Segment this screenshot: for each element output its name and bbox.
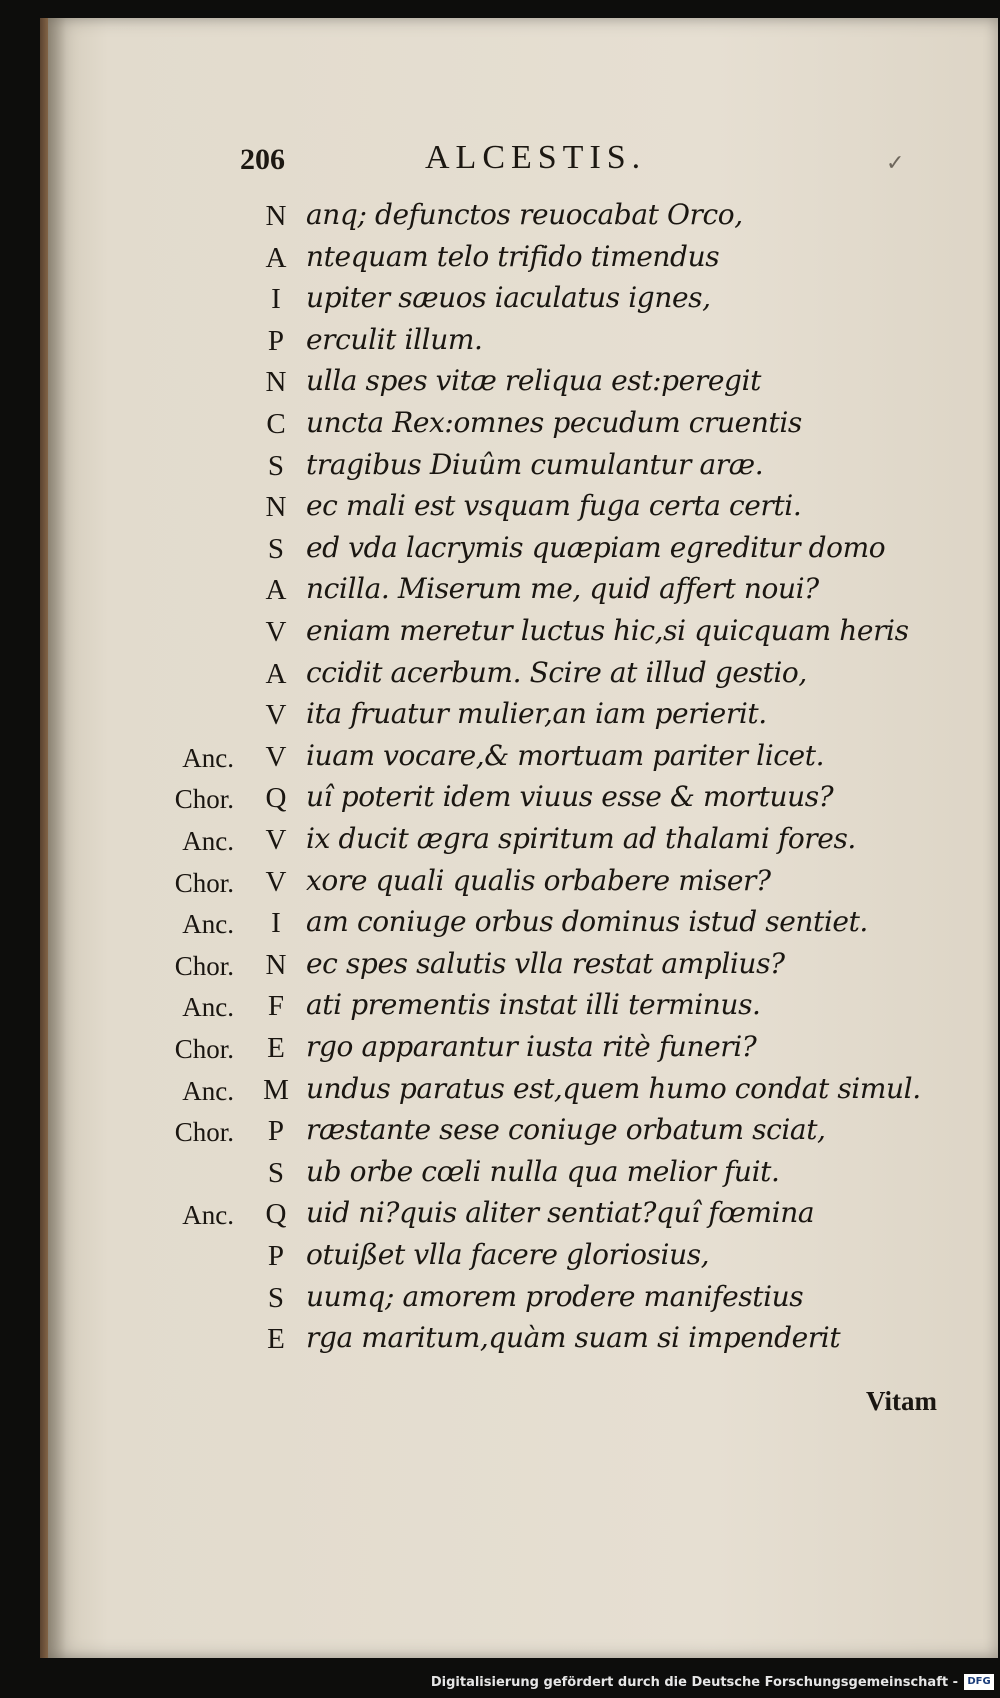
verse-line: [0, 1196, 1000, 1236]
speaker-label: Chor.: [174, 784, 234, 815]
speaker-label: Chor.: [174, 1034, 234, 1064]
verse-text: ub orbe cœli nulla qua melior fuit.: [306, 1154, 780, 1188]
acrostic-initial: I: [271, 907, 281, 940]
verse-text: uncta Rex:omnes pecudum cruentis: [306, 406, 802, 439]
verse-text: undus paratus est,quem humo condat simul.: [306, 1071, 921, 1105]
acrostic-initial: A: [265, 241, 287, 274]
acrostic-initial: V: [265, 824, 287, 856]
speaker-label: Anc.: [182, 1200, 234, 1231]
page-header: [0, 135, 1000, 185]
speaker-label: Anc.: [182, 826, 234, 856]
verse-text: ræstante sese coniuge orbatum sciat,: [306, 1113, 826, 1147]
acrostic-initial: E: [267, 1032, 285, 1064]
verse-text: ita fruatur mulier,an iam perierit.: [306, 697, 767, 731]
verse-text: uumq; amorem prodere manifestius: [306, 1279, 804, 1313]
verse-line: [0, 1072, 1000, 1112]
verse-text: ati prementis instat illi terminus.: [306, 988, 761, 1022]
verse-text: iuam vocare,& mortuam pariter licet.: [306, 738, 825, 772]
verse-line: [0, 822, 1000, 862]
verse-text: eniam meretur luctus hic,si quicquam heris: [306, 614, 909, 647]
speaker-label: Anc.: [182, 742, 234, 773]
verse-line: [0, 614, 1000, 654]
acrostic-initial: I: [271, 283, 281, 316]
verse-text: ulla spes vitæ reliqua est:peregit: [306, 364, 761, 398]
verse-text: ccidit acerbum. Scire at illud gestio,: [306, 655, 807, 689]
verse-text: xore quali qualis orbabere miser?: [306, 863, 771, 897]
acrostic-initial: Q: [265, 782, 287, 815]
bleed-through-mark: ✓: [886, 150, 905, 175]
acrostic-initial: V: [265, 616, 287, 648]
footer-credit: Digitalisierung gefördert durch die Deutsche Forschungsgemeinschaft -: [430, 1675, 958, 1690]
verse-line: [0, 780, 1000, 820]
digitization-footer: [0, 1666, 1000, 1698]
acrostic-initial: A: [265, 574, 287, 607]
acrostic-initial: C: [266, 408, 286, 440]
running-title: ALCESTIS.: [425, 139, 647, 176]
speaker-label: Chor.: [174, 950, 234, 981]
acrostic-initial: M: [263, 1073, 289, 1106]
verse-text: uid ni?quis aliter sentiat?quî fœmina: [306, 1196, 815, 1230]
verse-line: [0, 1238, 1000, 1278]
acrostic-initial: N: [265, 948, 287, 981]
verse-text: tragibus Diuûm cumulantur aræ.: [306, 447, 764, 481]
acrostic-initial: F: [267, 990, 285, 1023]
verse-line: [0, 572, 1000, 612]
speaker-label: Anc.: [182, 1075, 234, 1106]
acrostic-initial: Q: [265, 1198, 287, 1231]
verse-text: erculit illum.: [306, 322, 483, 356]
verse-text: otuißet vlla facere gloriosius,: [306, 1238, 710, 1271]
verse-line: [0, 198, 1000, 238]
verse-line: [0, 988, 1000, 1028]
verse-text: ntequam telo trifido timendus: [306, 239, 720, 273]
acrostic-initial: V: [265, 865, 287, 898]
acrostic-initial: S: [267, 1156, 285, 1189]
verse-line: [0, 697, 1000, 737]
verse-line: [0, 323, 1000, 363]
verse-line: [0, 1155, 1000, 1195]
verse-line: [0, 656, 1000, 696]
verse-text: uî poterit idem viuus esse & mortuus?: [306, 780, 834, 814]
verse-text: ix ducit ægra spiritum ad thalami fores.: [306, 822, 856, 855]
verse-text: rgo apparantur iusta ritè funeri?: [306, 1030, 757, 1063]
speaker-label: Anc.: [182, 909, 234, 940]
acrostic-initial: V: [265, 699, 287, 732]
verse-line: [0, 448, 1000, 488]
verse-text: am coniuge orbus dominus istud sentiet.: [306, 905, 868, 939]
verse-line: [0, 531, 1000, 571]
verse-text: ed vda lacrymis quæpiam egreditur domo: [306, 530, 886, 564]
acrostic-initial: S: [267, 449, 285, 482]
speaker-label: Chor.: [174, 867, 234, 898]
acrostic-initial: A: [265, 657, 287, 690]
verse-line: [0, 364, 1000, 404]
dfg-logo: DFG: [964, 1674, 994, 1690]
verse-line: [0, 1030, 1000, 1070]
acrostic-initial: N: [265, 200, 287, 232]
acrostic-initial: P: [267, 324, 285, 357]
acrostic-initial: N: [265, 366, 287, 399]
verse-line: [0, 1321, 1000, 1361]
verse-line: [0, 947, 1000, 987]
acrostic-initial: E: [267, 1323, 285, 1356]
acrostic-initial: V: [265, 740, 287, 773]
verse-text: rga maritum,quàm suam si impenderit: [306, 1321, 841, 1355]
verse-text: ec spes salutis vlla restat amplius?: [306, 946, 785, 980]
page-number: 206: [240, 143, 285, 176]
acrostic-initial: P: [267, 1115, 285, 1148]
verse-line: [0, 240, 1000, 280]
acrostic-initial: P: [267, 1240, 285, 1272]
verse-text: upiter sæuos iaculatus ignes,: [306, 281, 711, 315]
acrostic-initial: N: [265, 491, 287, 524]
catchword: Vitam: [866, 1386, 937, 1416]
speaker-label: Chor.: [174, 1117, 234, 1148]
verse-line: [0, 905, 1000, 945]
speaker-label: Anc.: [182, 992, 234, 1023]
verse-line: [0, 1113, 1000, 1153]
verse-line: [0, 1280, 1000, 1320]
verse-line: [0, 739, 1000, 779]
acrostic-initial: S: [267, 1281, 285, 1314]
verse-line: [0, 281, 1000, 321]
verse-line: [0, 406, 1000, 446]
verse-text: ncilla. Miserum me, quid affert noui?: [306, 572, 819, 606]
verse-line: [0, 864, 1000, 904]
verse-text: ec mali est vsquam fuga certa certi.: [306, 489, 802, 523]
acrostic-initial: S: [267, 532, 285, 565]
verse-line: [0, 489, 1000, 529]
verse-text: anq; defunctos reuocabat Orco,: [306, 198, 743, 231]
